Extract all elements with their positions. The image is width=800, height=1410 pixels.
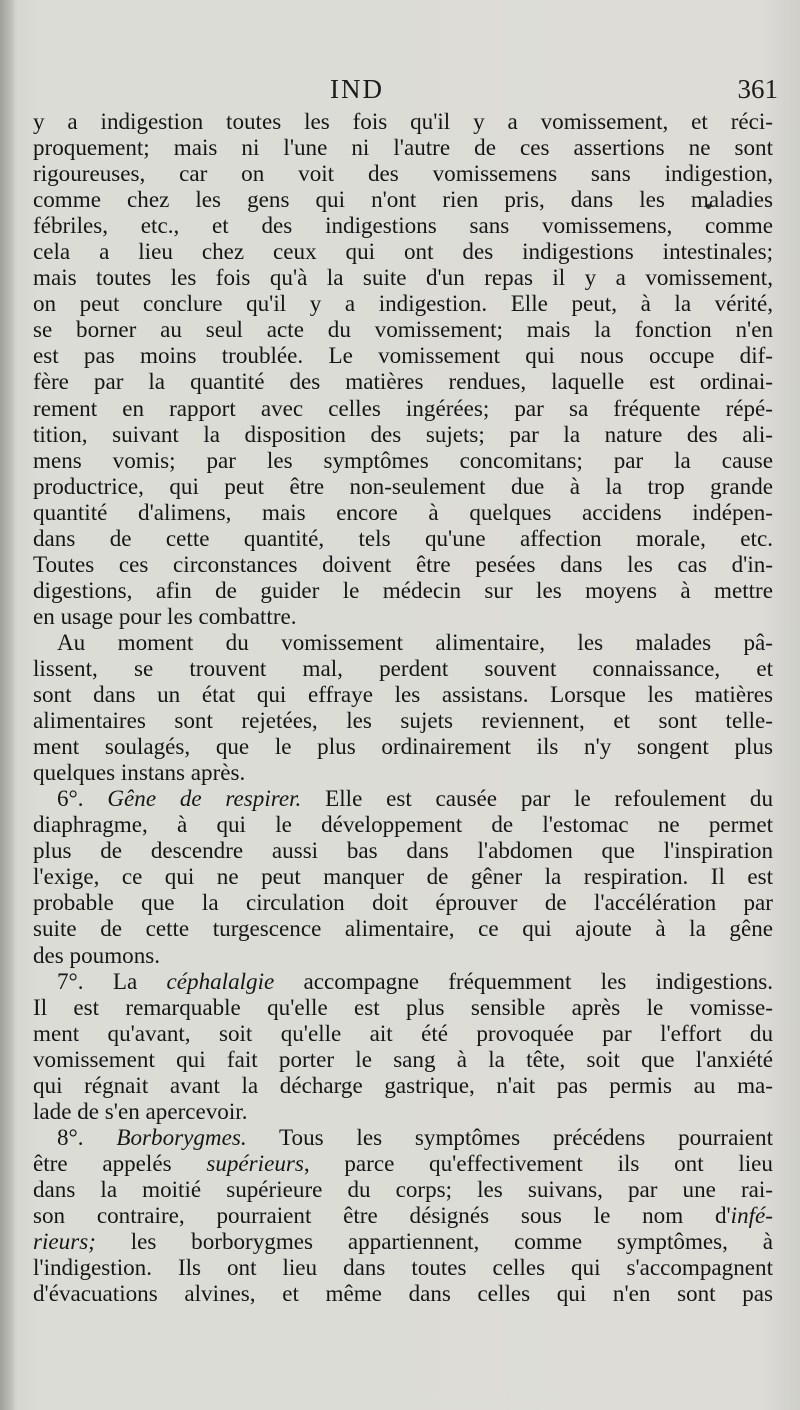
- section-8-heading-line: [33, 1124, 773, 1150]
- text-line: sont dans un état qui effraye les assistans. Lorsque les matières: [33, 681, 773, 708]
- text-line: fère par la quantité des matières rendues, laquelle est ordinai-: [33, 368, 773, 395]
- text-line: ment soulagés, que le plus ordinairement ils n'y songent plus: [33, 733, 773, 760]
- italic-term: infé-: [730, 1201, 773, 1228]
- text-line: fébriles, etc., et des indigestions sans vomissemens, comme: [33, 212, 773, 239]
- text-line: des poumons.: [33, 941, 161, 968]
- text-line: productrice, qui peut être non-seulement due à la trop grande: [33, 472, 773, 499]
- text-line: digestions, afin de guider le médecin sur les moyens à mettre: [33, 576, 773, 603]
- section-number: 8°.: [57, 1123, 84, 1150]
- section-number: 7°. La: [57, 967, 138, 994]
- text-line: rement en rapport avec celles ingérées; par sa fréquente répé-: [33, 394, 773, 421]
- italic-term: rieurs;: [33, 1228, 96, 1255]
- text-line: diaphragme, à qui le développement de l'estomac ne permet: [33, 811, 773, 838]
- text-line: on peut conclure qu'il y a indigestion. Elle peut, à la vérité,: [33, 290, 773, 317]
- text-line: probable que la circulation doit éprouver de l'accélération par: [33, 889, 773, 916]
- section-number: 6°.: [57, 785, 84, 812]
- section-text: accompagne fréquemment les indigestions.: [303, 967, 773, 994]
- body-text: [33, 108, 773, 1306]
- text-line: qui régnait avant la décharge gastrique, n'ait pas permis au ma-: [33, 1071, 773, 1098]
- text-line: proquement; mais ni l'une ni l'autre de ces assertions ne sont: [33, 134, 773, 161]
- text-line: quelques instans après.: [33, 759, 246, 786]
- page-number: 361: [737, 74, 778, 104]
- text-span: , parce qu'effectivement ils ont lieu: [303, 1149, 773, 1176]
- text-line: lissent, se trouvent mal, perdent souvent connaissance, et: [33, 654, 773, 681]
- text-line: l'exige, ce qui ne peut manquer de gêner la respiration. Il est: [33, 863, 773, 890]
- text-line: [33, 1228, 773, 1254]
- text-line: en usage pour les combattre.: [33, 602, 297, 629]
- text-line: alimentaires sont rejetées, les sujets reviennent, et sont telle-: [33, 707, 773, 734]
- section-6-heading-line: [33, 785, 773, 811]
- section-title: Borborygmes.: [116, 1123, 247, 1150]
- text-line: [33, 1150, 773, 1176]
- text-line: d'évacuations alvines, et même dans celles qui n'en sont pas: [33, 1280, 773, 1307]
- text-line: dans de cette quantité, tels qu'une affection morale, etc.: [33, 524, 773, 551]
- text-line: rigoureuses, car on voit des vomissemens sans indigestion,: [33, 160, 773, 187]
- text-line: [33, 1202, 773, 1228]
- text-line: vomissement qui fait porter le sang à la tête, soit que l'anxiété: [33, 1045, 773, 1072]
- text-line: suite de cette turgescence alimentaire, ce qui ajoute à la gêne: [33, 915, 773, 942]
- section-7-heading-line: [33, 968, 773, 994]
- italic-term: supérieurs: [206, 1149, 304, 1176]
- page-header: [0, 74, 800, 108]
- text-line: l'indigestion. Ils ont lieu dans toutes celles qui s'accompagnent: [33, 1254, 773, 1281]
- text-line: y a indigestion toutes les fois qu'il y a vomissement, et réci-: [33, 108, 773, 134]
- page-gutter-shadow: [0, 0, 14, 1410]
- section-title: Gêne de respirer.: [107, 785, 302, 812]
- text-line: mais toutes les fois qu'à la suite d'un repas il y a vomissement,: [33, 264, 773, 291]
- text-line: Il est remarquable qu'elle est plus sensible après le vomisse-: [33, 993, 773, 1020]
- text-line: est pas moins troublée. Le vomissement qui nous occupe dif-: [33, 342, 773, 369]
- text-line: comme chez les gens qui n'ont rien pris, dans les maladies: [33, 186, 773, 213]
- text-line: plus de descendre aussi bas dans l'abdomen que l'inspiration: [33, 837, 773, 864]
- text-line: mens vomis; par les symptômes concomitans; par la cause: [33, 446, 773, 473]
- text-span: son contraire, pourraient être désignés sous le nom d': [33, 1201, 731, 1228]
- text-line: ment qu'avant, soit qu'elle ait été provoquée par l'effort du: [33, 1019, 773, 1046]
- text-line: lade de s'en apercevoir.: [33, 1097, 248, 1124]
- text-line: Toutes ces circonstances doivent être pesées dans les cas d'in-: [33, 550, 773, 577]
- text-line: cela a lieu chez ceux qui ont des indigestions intestinales;: [33, 238, 773, 265]
- text-line: Au moment du vomissement alimentaire, les malades pâ-: [57, 628, 773, 655]
- text-line: quantité d'alimens, mais encore à quelques accidens indépen-: [33, 498, 773, 525]
- text-span: les borborygmes appartiennent, comme symptômes, à: [130, 1228, 773, 1255]
- text-line: dans la moitié supérieure du corps; les suivans, par une rai-: [33, 1175, 773, 1202]
- section-text: Tous les symptômes précédens pourraient: [279, 1123, 773, 1150]
- text-span: être appelés: [33, 1149, 172, 1176]
- text-line: tition, suivant la disposition des sujets; par la nature des ali-: [33, 420, 773, 447]
- section-text: Elle est causée par le refoulement du: [325, 785, 773, 812]
- text-line: se borner au seul acte du vomissement; mais la fonction n'en: [33, 316, 773, 343]
- section-title: céphalalgie: [166, 967, 275, 994]
- running-head: IND: [330, 74, 384, 104]
